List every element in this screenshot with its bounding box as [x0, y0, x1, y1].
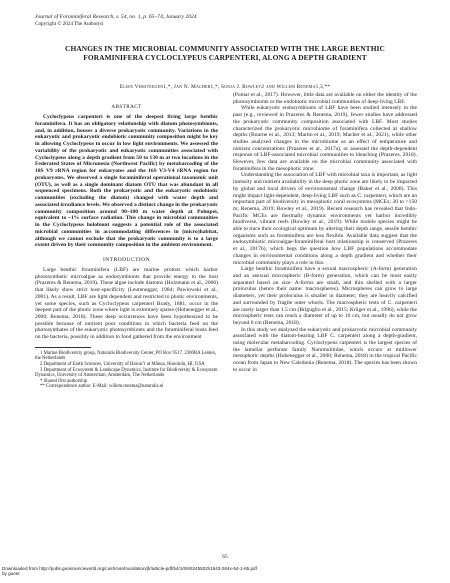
- download-url-link[interactable]: Downloaded from http://pubs.geoscienceworld.org/cushmanfoundation/jfr/article-pdf/54/1/65/6245502/i1943-264x-54-1-65.pdf: [2, 566, 257, 571]
- introduction-text: Large benthic foraminifera (LBF) are marine protists which harbor photosynthetic microalgae as endosymbionts that provide energy to the host (Prazeres & Renema, 2019). These algae include diatoms (Holzmann et al., 2006) that likely show strict host-specificity (Leutenegger, 1984; Pawlowski et al., 2001). As a result, LBF are light dependent and restricted to photic environments, yet some species, such as Cycloclypeus carpenteri Brady, 1881, occur in the deepest part of the photic zone where light is extremely sparse (Hohenegger et al., 2000; Renema, 2018). These deep occurrences have been hypothesized to be possible because of nutrient poor conditions in which bacteria feed on the photosynthates of the eukaryotic photosymbionts and the foraminiferal hosts feed on the bacteria, possibly in addition to food gathered from the environment: [35, 267, 218, 341]
- footnote-affiliation-3: 3 Department of Ecosystem & Landscape Dynamics, Institute for Biodiversity & Ecosystem Dynamics, University of Amsterdam, Amsterdam, The Netherlands: [35, 367, 218, 379]
- footnote-divider: [35, 347, 91, 348]
- abstract-text: Cycloclypeus carpenteri is one of the deepest living large benthic foraminifera. It has an obligatory relationship with diatom photosymbionts, and, in addition, houses a diverse prokaryotic community. Variations in the eukaryotic and prokaryotic endobiotic community composition might be key in allowing Cycloclypeus to occur in low light environments. We assessed the variability of the prokaryotic and eukaryotic communities associated with Cycloclypeus along a depth gradient from 50 to 130 m at two locations in the Federated States of Micronesia (Northwest Pacific) by metabarcoding of the 18S V9 rRNA region for eukaryotes and the 16S V3-V4 rRNA region for prokaryotes. We observed a single foraminiferal operational taxonomic unit (OTU), as well as a single dominant diatom OTU that was abundant in all sequenced specimens. Both the prokaryotic and the eukaryotic endobiotic communities (excluding the diatom) changed with water depth and associated irradiance levels. We observed a distinct change in the prokaryotic community composition around 90–100 m water depth at Pohnpei, equivalent to ~1% surface radiation. This change in microbial communities in the Cycloclypeus holobiont suggests a potential role of the associated microbial communities in accommodating differences in (micro)habitat, although we cannot exclude that the prokaryotic community is to a large extent driven by their community composition in the ambient environment.: [35, 114, 218, 249]
- introduction-heading: INTRODUCTION: [102, 257, 151, 263]
- download-guest-line: by guest: [2, 571, 20, 577]
- body-paragraph: While eukaryotic endosymbionts of LBF have been studied intensely in the past (e.g., reviewed in Prazeres & Renema, 2019), fewer studies have addressed the prokaryotic community composition associated with LBF. Most studies characterized the prokaryotic microbiome of foraminifera collected at shallow depths (Bourne et al., 2013; Martin et al., 2019; Macher et al., 2021), while other studies analyzed changes in the microbiome as an effect of temperature and nutrient concentrations (Prazeres et al., 2017a), or assessed the depth-dependent response of LBF-associated microbial communities to bleaching (Prazeres, 2018). However, few data are available on the microbial community associated with foraminifera in the mesophotic zone.: [233, 105, 417, 172]
- footnote-affiliation-2: 2 Department of Earth Sciences, University of Hawai’i at Mānoa, Honolulu, HI, USA: [40, 361, 205, 367]
- copyright-line: Copyright © 2024 The Author(s): [35, 21, 104, 27]
- body-paragraph: In this study we analyzed the eukaryotic and prokaryotic microbial community associated with the diatom-bearing LBF C. carpenteri along a depth-gradient, using molecular metabarcoding. Cycloclypeus carpenteri is the largest species of the lamellar perforate family Nummulitidae, which occurs at midlower mesophotic depths (Hohenegger et al., 2000; Renema, 2018) in the tropical Pacific ocean from Japan to New Caledonia (Renema, 2018). The species has been shown to occur in: [233, 326, 417, 373]
- download-note: [2, 566, 257, 577]
- footnote-affiliation-1: 1 Marine Biodiversity group, Naturalis Biodiversity Center, PO Box 9517, 2300RA Leiden, the Netherlands: [35, 350, 217, 362]
- body-paragraph: Understanding the association of LBF with microbial taxa is important, as light intensity and nutrient availability in the deep photic zone are likely to be impacted by global and local drivers of environmental change (Baker et al., 2008). This might impact light-dependent, deep-living LBF such as C. carpenteri, which are an important part of biodiversity in mesophotic coral ecosystems (MCEs; 30 to >150 m; Renema, 2019; Rowley et al., 2019). Recent research has revealed that Indo-Pacific MCEs are thermally dynamic environments yet harbor incredibly biodiverse, vibrant reefs (Rowley et al., 2019). While mobile species might be able to trace their ecological optimum by altering their depth range, sessile benthic organisms such as foraminifera are less flexible. Available data suggest that the endosymbiotic microalgae-foraminiferal host relationship is conserved (Prazeres et al., 2017b), which begs the question how LBF populations accommodate changes in environmental conditions along a depth gradient and whether their microbial community plays a role in this.: [233, 172, 417, 266]
- footnote-correspondence: ** Correspondence author. E-Mail: willem.renema@naturalis.nl: [40, 384, 164, 390]
- page-number: 65: [222, 554, 228, 560]
- right-column: [233, 92, 417, 374]
- body-paragraph: Large benthic foraminifera have a sexual macrospheric (A-form) generation and an asexual microspheric (B-form) generation, which can be most easily separated based on size. A-forms are small, and thin shelled with a larger proloculus (hence their name: macrospheres). Microspheres can grow to large diameters, yet their proloculus is smaller in diameter; they are heavily calcified and surrounded by fragile outer whorls. The macrospheric tests of C. carpenteri are rarely larger than 1.5 cm (Briguglio et al., 2015; Krüger et al., 1996), while the microspheric tests can reach a diameter of up to 10 cm, but usually do not grow beyond 6 cm (Renema, 2018).: [233, 266, 417, 326]
- footnote-shared-authorship: * Shared first authorship: [40, 378, 88, 384]
- author-list: Elien Versteegen1,*, Jan N. Macher1,*, Sonja J. Rowley2 and Willem Renema1,3,**: [119, 84, 331, 90]
- abstract-heading: ABSTRACT: [111, 104, 142, 110]
- body-paragraph: (Pomar et al., 2017). However, little data are available on either the identity of the photosymbionts or the endobiotic microbial communities of deep-living LBF.: [233, 92, 417, 105]
- left-column: [35, 94, 218, 390]
- journal-citation: Journal of Foraminiferal Research, v. 54, no. 1, p. 65–74, January 2024: [35, 14, 197, 20]
- paper-title: CHANGES IN THE MICROBIAL COMMUNITY ASSOCIATED WITH THE LARGE BENTHIC FORAMINIFERA CYCLOCLYPEUS CARPENTERI, ALONG A DEPTH GRADIENT: [65, 44, 385, 62]
